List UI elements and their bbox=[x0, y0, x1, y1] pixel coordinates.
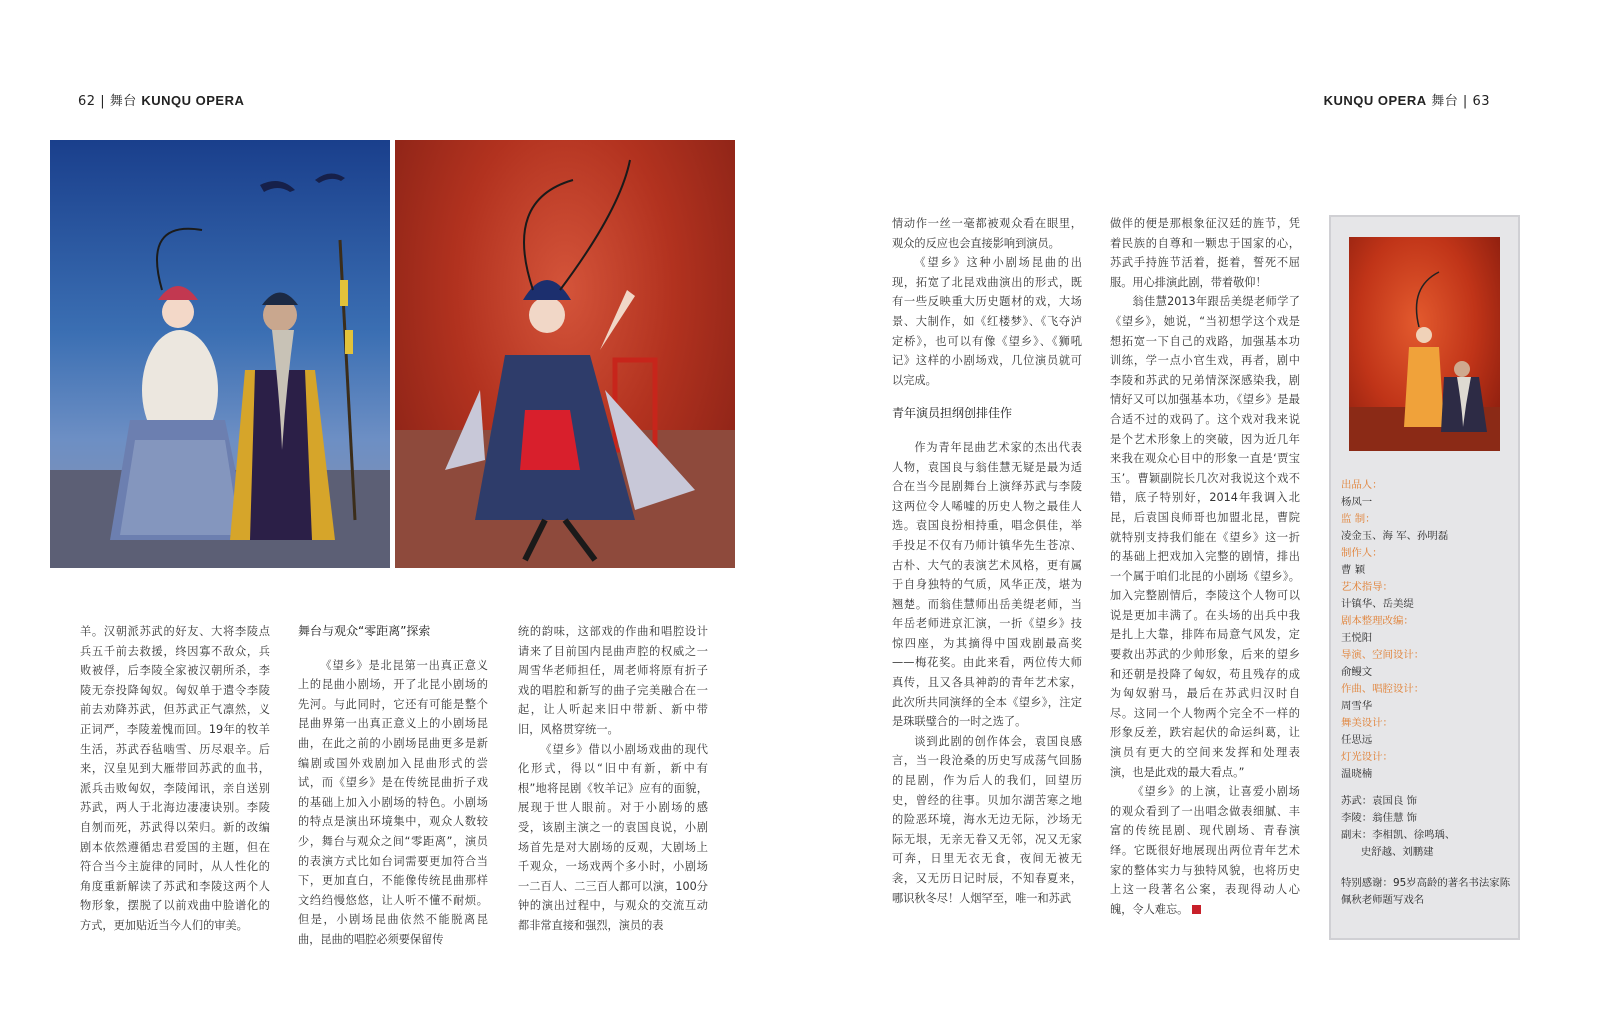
magazine-title-right: KUNQU OPERA bbox=[1323, 93, 1427, 108]
paragraph: 《望乡》是北昆第一出真正意义上的昆曲小剧场，开了北昆小剧场的先河。与此同时，它还有可能是整个昆曲界第一出真正意义上的小剧场昆曲，在此之前的小剧场昆曲更多是新编剧或国外戏剧加入昆曲形式的尝试，而《望乡》是在传统昆曲折子戏的基础上加入小剧场的特色。小剧场的特点是演出环境集中，观众人数较少，舞台与观众之间“零距离”，演员的表演方式比如台词需要更加符合当下，更加直白，不能像传统昆曲那样文绉绉慢悠悠，让人听不懂不耐烦。但是，小剧场昆曲依然不能脱离昆曲，昆曲的唱腔必须要保留传 bbox=[298, 658, 488, 946]
magazine-title-left: KUNQU OPERA bbox=[141, 93, 245, 108]
end-mark-icon bbox=[1192, 905, 1201, 914]
credits-photo bbox=[1349, 237, 1500, 451]
credit-entry: 导演、空间设计： 俞鳗文 bbox=[1341, 649, 1425, 678]
paragraph: 翁佳慧2013年跟岳美缇老师学了《望乡》，她说，“当初想学这个戏是想拓宽一下自己的戏路，加强基本功训练，学一点小官生戏，再者，剧中李陵和苏武的兄弟情深深感染我，剧情好又可以加强基本功，《望乡》是最合适不过的戏码了。这个戏对我来说是个艺术形象上的突破，因为近几年来我在观众心目中的形象一直是‘贾宝玉’。曹颖副院长几次对我说这个戏不错，底子特别好，2014年我调入北昆，后袁国良师哥也加盟北昆，曹院就特别支持我们能在《望乡》这一折的基础上把戏加入完整的剧情，排出一个属于咱们北昆的小剧场《望乡》。加入完整剧情后，李陵这个人物可以说是更加丰满了。在头场的出兵中我是扎上大靠，排阵布局意气风发，定要救出苏武的少帅形象，后来的望乡和还朝是投降了匈奴，苟且残存的成为匈奴驸马，最后在苏武归汉时自尽。这同一个人物两个完全不一样的形象反差，跌宕起伏的命运纠葛，让演员有更大的空间来发挥和处理表演，也是此戏的最大看点。” bbox=[1110, 295, 1300, 779]
paragraph: 统的韵味，这部戏的作曲和唱腔设计请来了目前国内昆曲声腔的权威之一周雪华老师担任，周老师将原有折子戏的唱腔和新写的曲子完美融合在一起，让人听起来旧中带新、新中带旧，风格贯穿统一。 bbox=[518, 625, 708, 736]
credit-entry: 灯光设计： 温晓楠 bbox=[1341, 751, 1393, 780]
paragraph: 《望乡》这种小剧场昆曲的出现，拓宽了北昆戏曲演出的形式，既有一些反映重大历史题材的戏，大场景、大制作，如《红楼梦》、《飞夺泸定桥》，也可以有像《望乡》、《狮吼记》这样的小剧场戏，几位演员就可以完成。 bbox=[892, 256, 1082, 387]
credit-entry: 艺术指导： 计镇华、岳美缇 bbox=[1341, 581, 1414, 610]
article-column-3 bbox=[518, 622, 708, 936]
paragraph: 情动作一丝一毫都被观众看在眼里，观众的反应也会直接影响到演员。 bbox=[892, 217, 1082, 250]
credits-list bbox=[1341, 477, 1513, 909]
credits-sidebar bbox=[1329, 215, 1520, 940]
special-thanks: 特别感谢：95岁高龄的著名书法家陈佩秋老师题写戏名 bbox=[1341, 877, 1511, 906]
credit-entry: 出品人： 杨凤一 bbox=[1341, 479, 1383, 508]
page-number-left: 62 bbox=[78, 94, 96, 109]
paragraph-final: 《望乡》的上演，让喜爱小剧场的观众看到了一出唱念做表细腻、丰富的传统昆剧、现代剧场、青春演绎。它既很好地展现出两位青年艺术家的整体实力与独特风貌，也将历史上这一段著名公案，表现得动人心魄，令人难忘。 bbox=[1110, 785, 1300, 916]
credit-entry: 舞美设计： 任思远 bbox=[1341, 717, 1393, 746]
article-column-2 bbox=[298, 622, 488, 950]
article-column-4 bbox=[892, 214, 1082, 908]
credit-entry: 监 制： 凌金玉、海 军、孙明磊 bbox=[1341, 513, 1449, 542]
credit-entry: 剧本整理改编： 王悦阳 bbox=[1341, 615, 1414, 644]
folio-left: 62 | 舞台 KUNQU OPERA bbox=[78, 93, 245, 109]
article-column-5 bbox=[1110, 214, 1300, 919]
credit-entry: 作曲、唱腔设计： 周雪华 bbox=[1341, 683, 1425, 712]
paragraph: 羊。汉朝派苏武的好友、大将李陵点兵五千前去救援，终因寡不敌众，兵败被俘，后李陵全家被汉朝所杀，李陵无奈投降匈奴。匈奴单于遣令李陵前去劝降苏武，但苏武正气凛然，义正词严，李陵羞愧而回。19年的牧羊生活，苏武吞毡啮雪、历尽艰辛。后来，汉皇见到大雁带回苏武的血书，派兵击败匈奴，李陵闻讯，亲自送别苏武，两人于北海边凄凄诀别。李陵自刎而死，苏武得以荣归。新的改编剧本依然遵循忠君爱国的主题，但在符合当今主旋律的同时，从人性化的角度重新解读了苏武和李陵这两个人物形象，摆脱了以前戏曲中脸谱化的方式，更加贴近当今人们的审美。 bbox=[80, 625, 270, 932]
credit-entry: 制作人： 曹 颖 bbox=[1341, 547, 1383, 576]
section-heading-distance: 舞台与观众“零距离”探索 bbox=[298, 624, 431, 638]
stage-photo-left-art bbox=[50, 140, 390, 568]
credits-photo-art bbox=[1349, 237, 1500, 451]
section-heading-young-actors: 青年演员担纲创排佳作 bbox=[892, 406, 1013, 421]
cast-list: 苏武：袁国良 饰 李陵：翁佳慧 饰 副末：李相凯、徐鸣瑀、 史舒越、刘鹏建 bbox=[1341, 795, 1456, 858]
article-column-1 bbox=[80, 622, 270, 936]
stage-photo-left bbox=[50, 140, 390, 568]
page-number-right: 63 bbox=[1472, 94, 1490, 109]
paragraph: 《望乡》借以小剧场戏曲的现代化形式，得以“旧中有新，新中有根”地将昆剧《牧羊记》应有的面貌，展现于世人眼前。对于小剧场的感受，该剧主演之一的袁国良说，小剧场首先是对大剧场的反观，大剧场上千观众，一场戏两个多小时，小剧场一二百人、二三百人都可以演，100分钟的演出过程中，与观众的交流互动都非常直接和强烈，演员的表 bbox=[518, 742, 708, 932]
folio-right: KUNQU OPERA 舞台 | 63 bbox=[1323, 93, 1490, 109]
stage-photo-right-art bbox=[395, 140, 735, 568]
paragraph: 做伴的便是那根象征汉廷的旌节，凭着民族的自尊和一颗忠于国家的心，苏武手持旌节活着，挺着，誓死不屈服。用心排演此剧，带着敬仰！ bbox=[1110, 217, 1300, 289]
paragraph: 作为青年昆曲艺术家的杰出代表人物，袁国良与翁佳慧无疑是最为适合在当今昆剧舞台上演绎苏武与李陵这两位令人唏嘘的历史人物之最佳人选。袁国良扮相持重，唱念俱佳，举手投足不仅有乃师计镇华先生苍凉、古朴、大气的表演艺术风格，更有属于自身独特的气质，风华正茂，堪为翘楚。而翁佳慧师出岳美缇老师，当年岳老师进京汇演，一折《望乡》技惊四座，为其摘得中国戏剧最高奖——梅花奖。由此来看，两位传大师真传，且又各具神韵的青年艺术家，此次所共同演绎的全本《望乡》，注定是珠联璧合的一时之选了。 bbox=[892, 440, 1082, 729]
stage-photo-right bbox=[395, 140, 735, 568]
paragraph: 谈到此剧的创作体会，袁国良感言，当一段沧桑的历史写成荡气回肠的昆剧，作为后人的我们，回望历史，曾经的往事。贝加尔湖苦寒之地的险恶环境，海水无边无际，沙场无际无垠，无亲无眷又无邻，况又无家可奔，日里无衣无食，夜间无被无衾，又无历日记时辰，不知春夏来，哪识秋冬尽！人烟罕至，唯一和苏武 bbox=[892, 734, 1082, 905]
